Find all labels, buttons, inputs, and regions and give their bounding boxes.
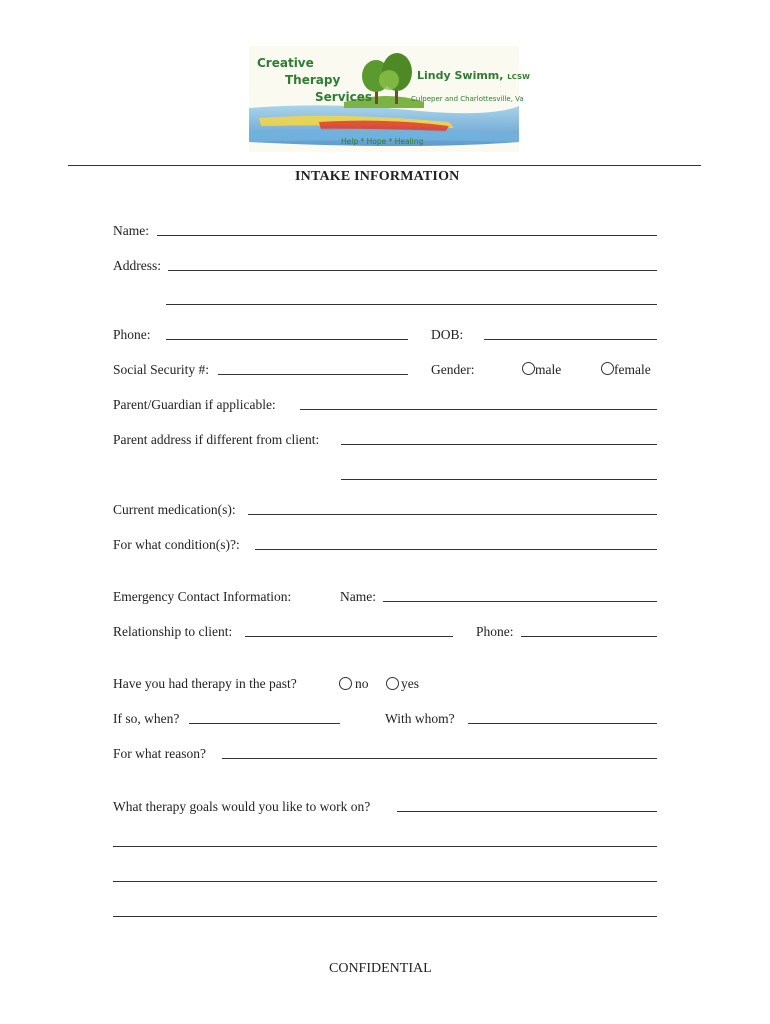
- ssn-field[interactable]: [218, 374, 408, 375]
- dob-field[interactable]: [484, 339, 657, 340]
- with-whom-field[interactable]: [468, 723, 657, 724]
- header-rule: [68, 165, 701, 166]
- reason-label: For what reason?: [113, 746, 206, 761]
- parent-address-label: Parent address if different from client:: [113, 432, 320, 447]
- gender-female-radio[interactable]: [601, 362, 614, 375]
- logo-name-text: Lindy Swimm,: [417, 69, 504, 82]
- emergency-phone-label: Phone:: [476, 624, 514, 639]
- logo-name: [417, 68, 530, 85]
- gender-male-radio[interactable]: [522, 362, 535, 375]
- when-field[interactable]: [189, 723, 340, 724]
- form-title: INTAKE INFORMATION: [295, 169, 460, 184]
- emergency-name-field[interactable]: [383, 601, 657, 602]
- past-therapy-yes-label: yes: [401, 676, 419, 691]
- when-label: If so, when?: [113, 711, 180, 726]
- logo-line-3: Services: [315, 90, 373, 104]
- emergency-name-label: Name:: [340, 589, 376, 604]
- name-label: Name:: [113, 223, 149, 238]
- emergency-label: Emergency Contact Information:: [113, 589, 292, 604]
- past-therapy-yes-radio[interactable]: [386, 677, 399, 690]
- past-therapy-no-label: no: [355, 676, 369, 691]
- goals-field-line-3[interactable]: [113, 881, 657, 882]
- gender-label: Gender:: [431, 362, 475, 377]
- logo-line-1: Creative: [257, 56, 314, 70]
- practice-logo: [249, 46, 530, 152]
- guardian-field[interactable]: [300, 409, 657, 410]
- logo-location: Culpeper and Charlottesville, Va: [411, 95, 524, 103]
- logo-credential: LCSW: [507, 73, 530, 81]
- emergency-phone-field[interactable]: [521, 636, 657, 637]
- gender-male-label: male: [535, 362, 562, 377]
- past-therapy-label: Have you had therapy in the past?: [113, 676, 297, 691]
- confidential-footer: CONFIDENTIAL: [329, 961, 432, 976]
- address-label: Address:: [113, 258, 161, 273]
- address-field-line-1[interactable]: [168, 270, 657, 271]
- parent-address-field-line-1[interactable]: [341, 444, 657, 445]
- logo-line-2: Therapy: [285, 73, 341, 87]
- relationship-field[interactable]: [245, 636, 453, 637]
- address-field-line-2[interactable]: [166, 304, 657, 305]
- relationship-label: Relationship to client:: [113, 624, 233, 639]
- phone-label: Phone:: [113, 327, 151, 342]
- phone-field[interactable]: [166, 339, 408, 340]
- past-therapy-no-radio[interactable]: [339, 677, 352, 690]
- gender-female-label: female: [614, 362, 651, 377]
- goals-label: What therapy goals would you like to work on?: [113, 799, 371, 814]
- guardian-label: Parent/Guardian if applicable:: [113, 397, 276, 412]
- goals-field-line-2[interactable]: [113, 846, 657, 847]
- logo-tagline: Help * Hope * Healing: [341, 137, 424, 146]
- with-whom-label: With whom?: [385, 711, 455, 726]
- name-field[interactable]: [157, 235, 657, 236]
- goals-field-line-1[interactable]: [397, 811, 657, 812]
- parent-address-field-line-2[interactable]: [341, 479, 657, 480]
- medication-label: Current medication(s):: [113, 502, 236, 517]
- goals-field-line-4[interactable]: [113, 916, 657, 917]
- reason-field[interactable]: [222, 758, 657, 759]
- condition-field[interactable]: [255, 549, 657, 550]
- medication-field[interactable]: [248, 514, 657, 515]
- condition-label: For what condition(s)?:: [113, 537, 240, 552]
- ssn-label: Social Security #:: [113, 362, 209, 377]
- dob-label: DOB:: [431, 327, 464, 342]
